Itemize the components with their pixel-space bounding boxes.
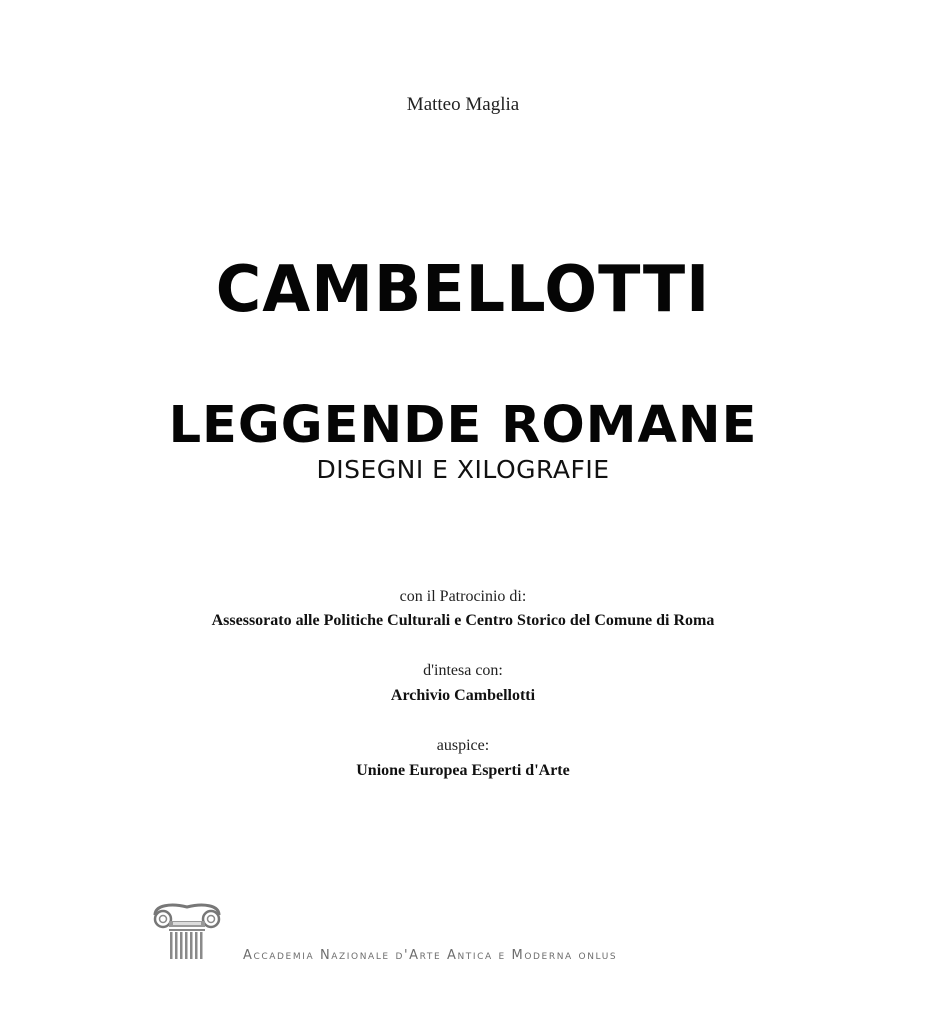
book-subtitle: LEGGENDE ROMANE	[168, 396, 758, 455]
ionic-column-icon	[151, 901, 223, 961]
agreement-name: Archivio Cambellotti	[390, 687, 536, 704]
book-tagline: DISEGNI E XILOGRAFIE	[316, 455, 610, 484]
patronage-name: Assessorato alle Politiche Culturali e Centro Storico del Comune di Roma	[211, 612, 715, 629]
organization-name: Accademia Nazionale d'Arte Antica e Moderna onlus	[243, 948, 618, 963]
auspice-label: auspice:	[436, 737, 490, 754]
agreement-label: d'intesa con:	[423, 662, 503, 679]
author-name: Matteo Maglia	[406, 94, 520, 115]
book-title: CAMBELLOTTI	[215, 250, 711, 327]
patronage-label: con il Patrocinio di:	[399, 588, 527, 605]
auspice-name: Unione Europea Esperti d'Arte	[356, 762, 570, 779]
